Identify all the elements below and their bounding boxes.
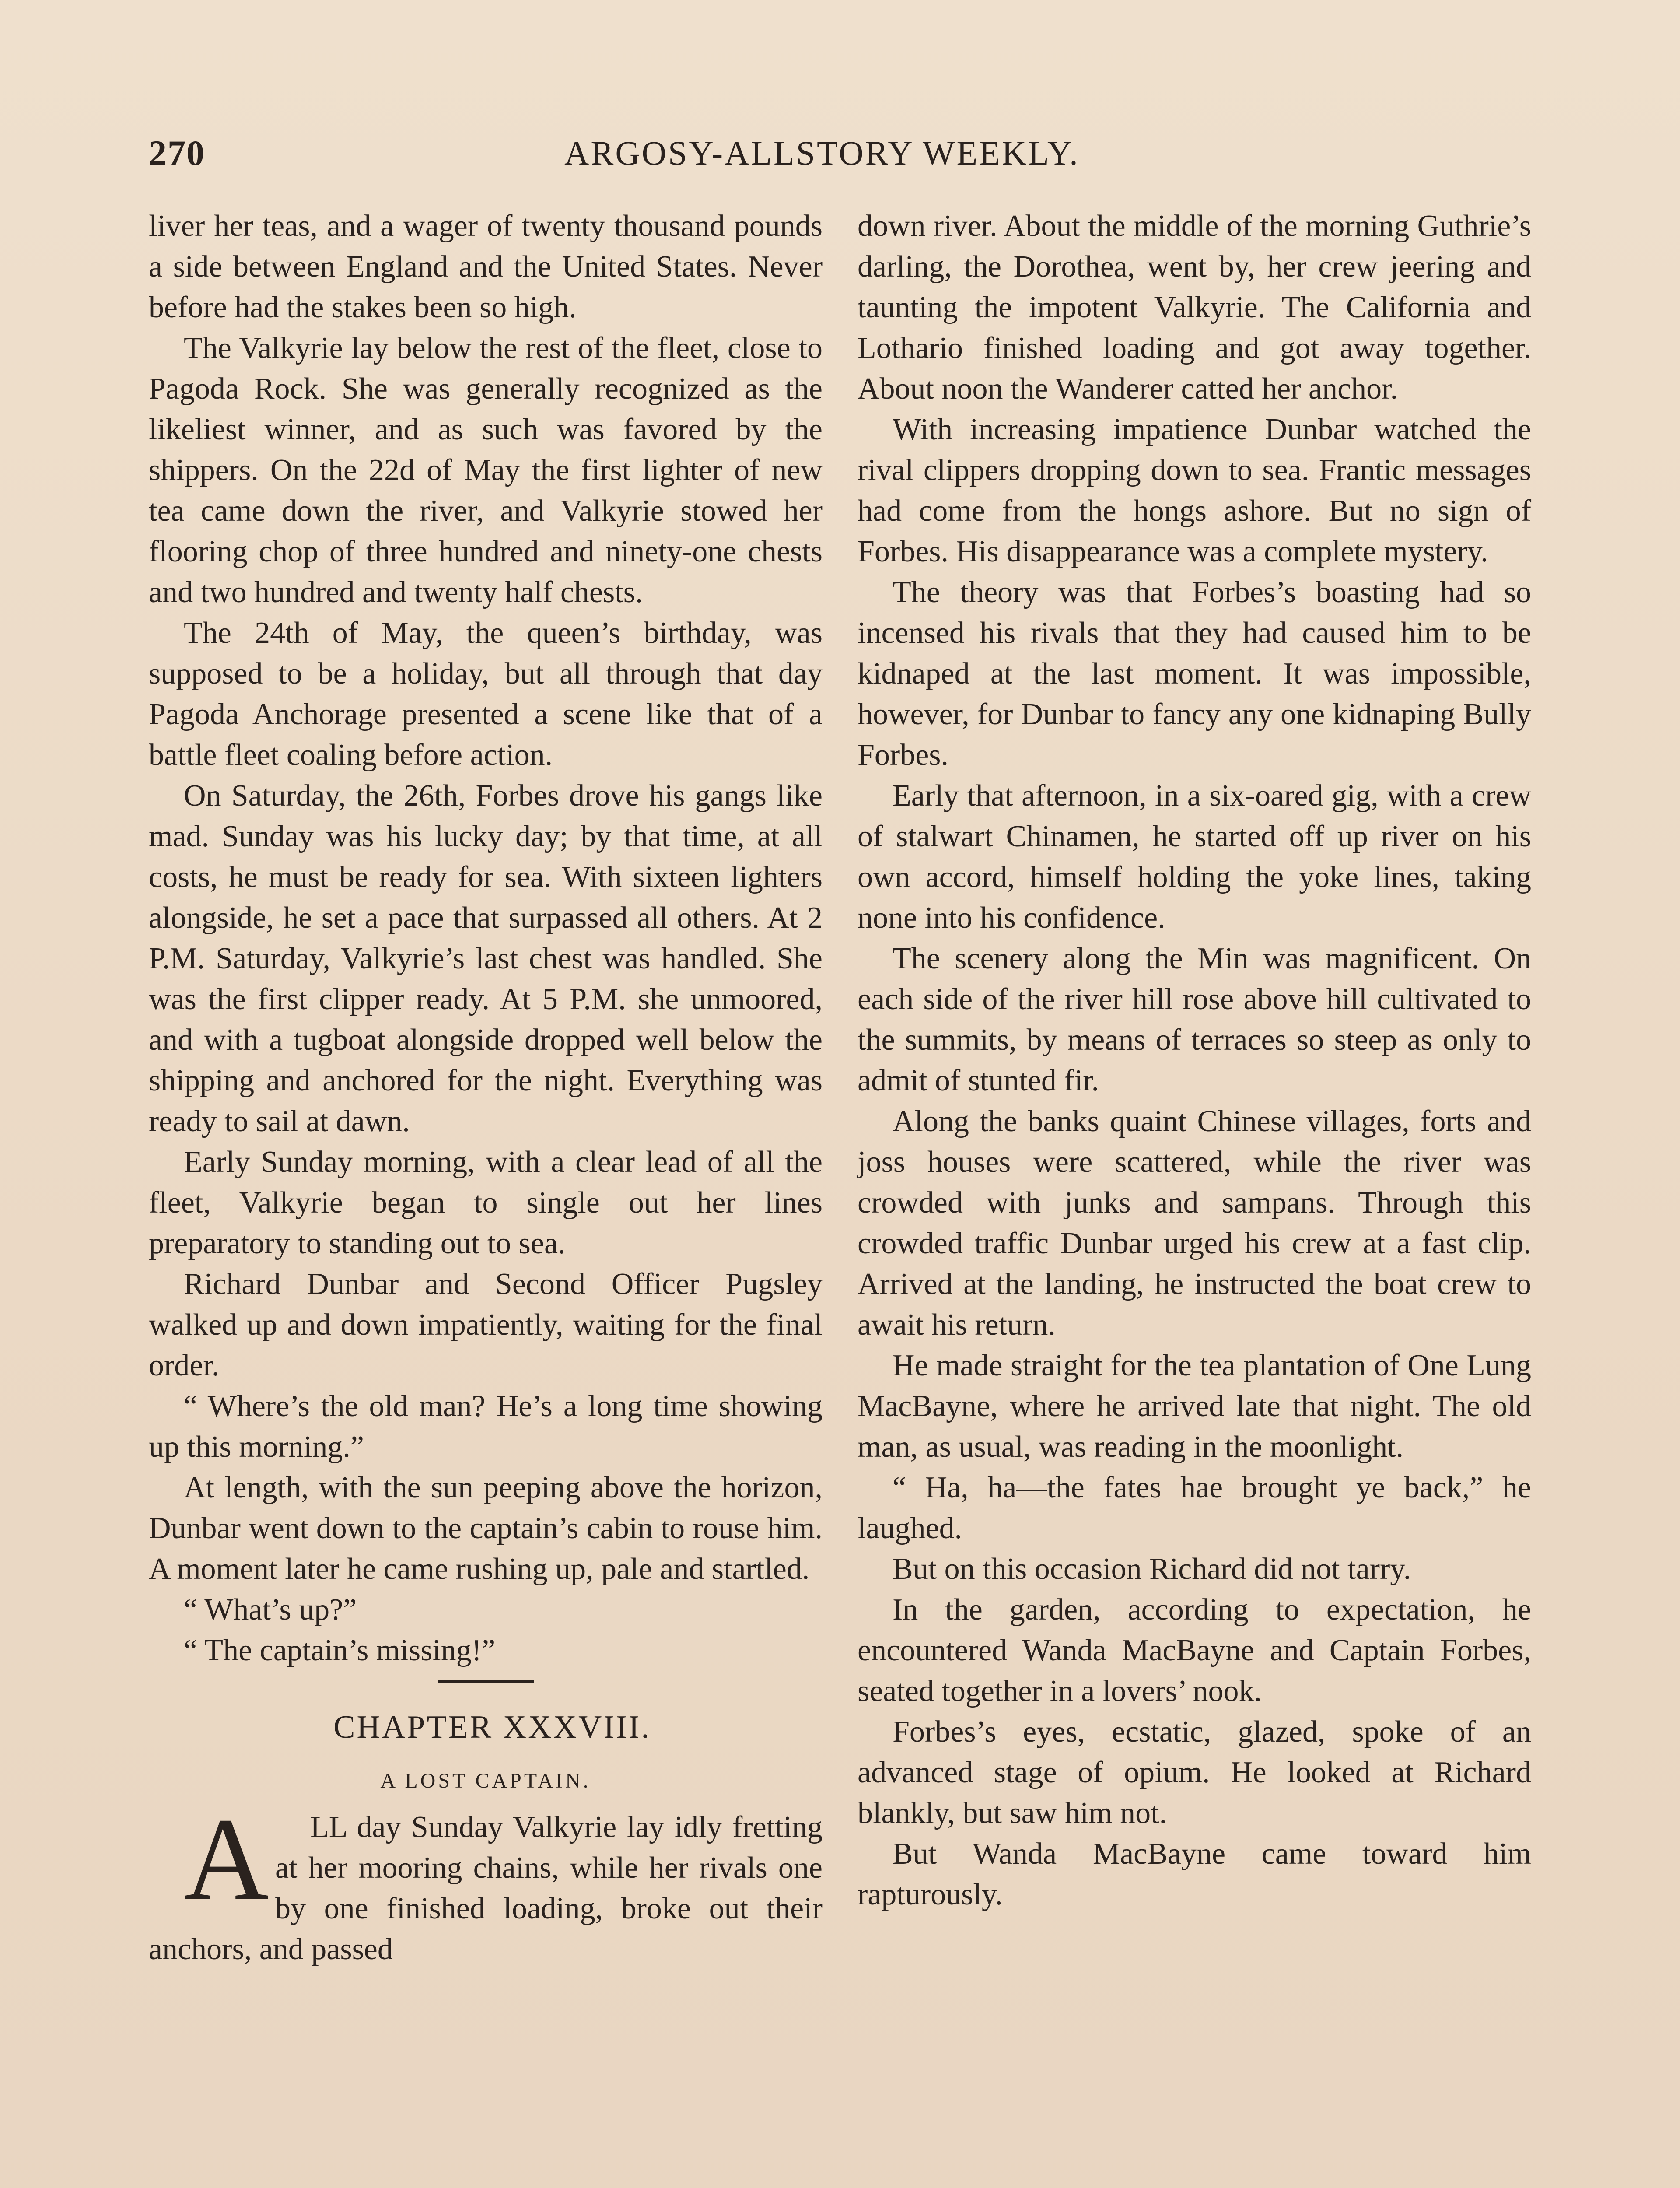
page-header bbox=[149, 127, 1553, 179]
page-number: 270 bbox=[149, 133, 205, 173]
paragraph: But on this occasion Richard did not tarry. bbox=[892, 1552, 1411, 1586]
right-column bbox=[858, 206, 1531, 1915]
paragraph: At length, with the sun peeping above the horizon, Dunbar went down to the captain’s cabin to rouse him. A moment later he came rushing up, pale and startled. bbox=[149, 1471, 822, 1586]
chapter-opening-paragraph bbox=[149, 1794, 822, 1970]
section-divider bbox=[438, 1680, 534, 1683]
paragraph: liver her teas, and a wager of twenty thousand pounds a side between England and the United States. Never before had the stakes been so high. bbox=[149, 209, 822, 324]
paragraph: The Valkyrie lay below the rest of the fleet, close to Pagoda Rock. She was generally recognized as the likeliest winner, and as such was favored by the shippers. On the 22d of May the first lighter of new tea came down the river, and Valkyrie stowed her flooring chop of three hundred and ninety-one chests and two hundred and twenty half chests. bbox=[149, 331, 822, 609]
chapter-title: CHAPTER XXXVIII. bbox=[333, 1709, 651, 1745]
drop-cap: A bbox=[184, 1794, 269, 1925]
paragraph: The theory was that Forbes’s boasting had so incensed his rivals that they had caused him to be kidnaped at the last moment. It was impossible, however, for Dunbar to fancy any one kidnaping Bully Forbes. bbox=[858, 575, 1531, 772]
paragraph: In the garden, according to expectation, he encountered Wanda MacBayne and Captain Forbes, seated together in a lovers’ nook. bbox=[858, 1593, 1531, 1708]
paragraph: “ What’s up?” bbox=[184, 1593, 357, 1627]
paragraph: “ Where’s the old man? He’s a long time showing up this morning.” bbox=[149, 1389, 822, 1464]
paragraph: The 24th of May, the queen’s birthday, was supposed to be a holiday, but all through that day Pagoda Anchorage presented a scene like that of a battle fleet coaling before action. bbox=[149, 616, 822, 772]
paragraph: He made straight for the tea plantation of One Lung MacBayne, where he arrived late that night. The old man, as usual, was reading in the moonlight. bbox=[858, 1349, 1531, 1464]
paragraph: “ The captain’s missing!” bbox=[184, 1634, 496, 1667]
paragraph: The scenery along the Min was magnificent. On each side of the river hill rose above hill cultivated to the summits, by means of terraces so steep as only to admit of stunted fir. bbox=[858, 942, 1531, 1098]
paragraph: Richard Dunbar and Second Officer Pugsley walked up and down impatiently, waiting for the final order. bbox=[149, 1267, 822, 1382]
left-column bbox=[149, 206, 822, 1970]
running-head: ARGOSY-ALLSTORY WEEKLY. bbox=[564, 134, 1080, 172]
chapter-subtitle: A LOST CAPTAIN. bbox=[380, 1769, 591, 1792]
paragraph: Early that afternoon, in a six-oared gig, with a crew of stalwart Chinamen, he started off up river on his own accord, himself holding the yoke lines, taking none into his confidence. bbox=[858, 779, 1531, 935]
paragraph: Forbes’s eyes, ecstatic, glazed, spoke of an advanced stage of opium. He looked at Richard blankly, but saw him not. bbox=[858, 1715, 1531, 1830]
paragraph: Along the banks quaint Chinese villages, forts and joss houses were scattered, while the river was crowded with junks and sampans. Through this crowded traffic Dunbar urged his crew at a fast clip. Arrived at the landing, he instructed the boat crew to await his return. bbox=[858, 1105, 1531, 1342]
paragraph: But Wanda MacBayne came toward him rapturously. bbox=[858, 1837, 1531, 1911]
paragraph: down river. About the middle of the morning Guthrie’s darling, the Dorothea, went by, her crew jeering and taunting the impotent Valkyrie. The California and Lothario finished loading and got away together. About noon the Wanderer catted her anchor. bbox=[858, 209, 1531, 406]
paragraph: “ Ha, ha—the fates hae brought ye back,” he laughed. bbox=[858, 1471, 1531, 1545]
paragraph: On Saturday, the 26th, Forbes drove his gangs like mad. Sunday was his lucky day; by that time, at all costs, he must be ready for sea. With sixteen lighters alongside, he set a pace that surpassed all others. At 2 P.M. Saturday, Valkyrie’s last chest was handled. She was the first clipper ready. At 5 P.M. she unmoored, and with a tugboat alongside dropped well below the shipping and anchored for the night. Everything was ready to sail at dawn. bbox=[149, 779, 822, 1138]
paragraph: Early Sunday morning, with a clear lead of all the fleet, Valkyrie began to single out her lines preparatory to standing out to sea. bbox=[149, 1145, 822, 1260]
chapter-opening-text: LL day Sunday Valkyrie lay idly fretting at her mooring chains, while her rivals one by one finished loading, broke out their anchors, and passed bbox=[149, 1810, 822, 1966]
paragraph: With increasing impatience Dunbar watched the rival clippers dropping down to sea. Frantic messages had come from the hongs ashore. But no sign of Forbes. His disappearance was a complete mystery. bbox=[858, 413, 1531, 568]
